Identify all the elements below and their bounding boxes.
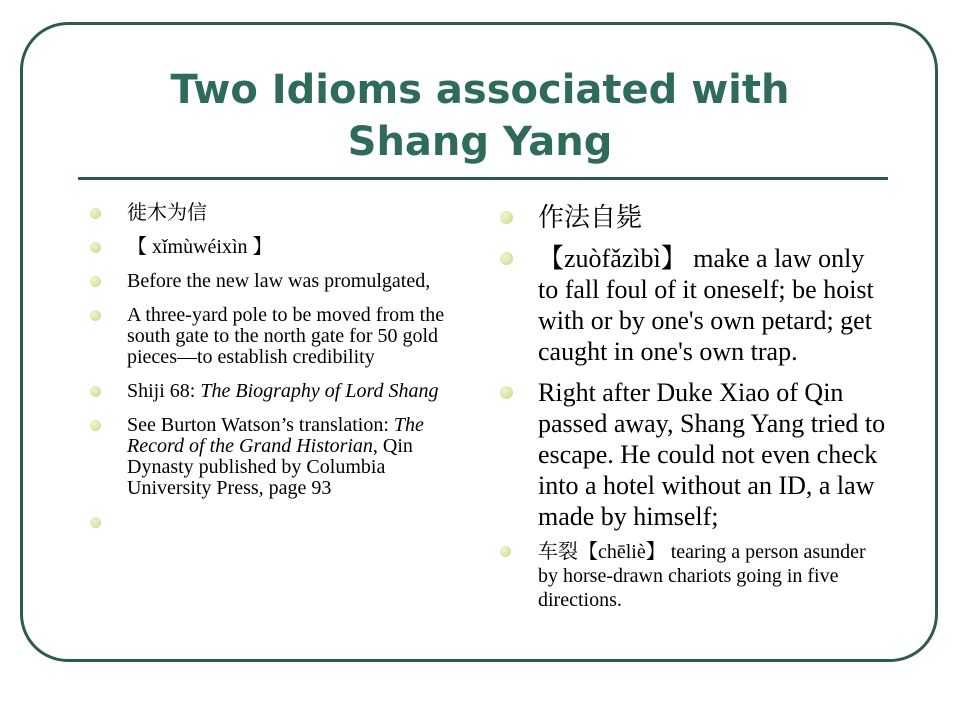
bullet-icon bbox=[90, 420, 101, 431]
left-item-pinyin bbox=[90, 237, 470, 258]
right-item-3 bbox=[500, 377, 890, 532]
left-item-idiom bbox=[90, 203, 470, 224]
left-bullet-list bbox=[90, 203, 470, 546]
right-item-2 bbox=[500, 243, 890, 367]
idiom-chinese: 徙木为信 bbox=[127, 202, 207, 224]
right-item-4 bbox=[500, 540, 890, 612]
title-divider bbox=[78, 177, 888, 180]
right-item-idiom bbox=[500, 202, 890, 233]
right-bullet-list bbox=[500, 202, 890, 622]
left-item-6-suffix: , Qin Dynasty published by Columbia University Press, page 93 bbox=[127, 435, 413, 499]
left-item-5-prefix: Shiji 68: bbox=[127, 380, 201, 402]
left-item-4 bbox=[90, 305, 470, 368]
left-item-3-text: Before the new law was promulgated, bbox=[127, 270, 431, 292]
bullet-icon bbox=[90, 208, 101, 219]
bullet-icon bbox=[500, 386, 513, 399]
bullet-icon bbox=[500, 252, 513, 265]
left-item-empty bbox=[90, 512, 470, 533]
bullet-icon bbox=[90, 310, 101, 321]
idiom-pinyin: 【 xǐmùwéixìn 】 bbox=[127, 236, 273, 258]
bullet-icon bbox=[90, 242, 101, 253]
bullet-icon bbox=[500, 211, 513, 224]
bullet-icon bbox=[90, 386, 101, 397]
left-item-6-italic: The Record of the Grand Historian bbox=[127, 414, 424, 457]
left-item-4-text: A three-yard pole to be moved from the south gate to the north gate for 50 gold pieces—to establish credibility bbox=[127, 304, 445, 368]
bullet-icon bbox=[500, 546, 511, 557]
left-item-3 bbox=[90, 271, 470, 292]
right-item-3-text: Right after Duke Xiao of Qin passed away, Shang Yang tried to escape. He could not even check into a hotel without an ID, a law made by himself; bbox=[538, 378, 886, 531]
left-item-5-italic: The Biography of Lord Shang bbox=[200, 380, 439, 402]
right-item-2-text: 【zuòfǎzìbì】 make a law only to fall foul of it oneself; be hoist with or by one's own petard; get caught in one's own trap. bbox=[538, 244, 874, 366]
left-item-6 bbox=[90, 415, 470, 499]
right-idiom-chinese: 作法自毙 bbox=[538, 203, 643, 232]
bullet-icon bbox=[90, 276, 101, 287]
title-line-1: Two Idioms associated with bbox=[170, 67, 790, 113]
left-item-6-prefix: See Burton Watson’s translation: bbox=[127, 414, 394, 436]
slide-title bbox=[60, 64, 900, 168]
left-item-5 bbox=[90, 381, 470, 402]
title-line-2: Shang Yang bbox=[347, 119, 613, 165]
bullet-icon bbox=[90, 517, 101, 528]
right-item-4-text: 车裂【chēliè】 tearing a person asunder by horse-drawn chariots going in five directions. bbox=[538, 541, 866, 611]
